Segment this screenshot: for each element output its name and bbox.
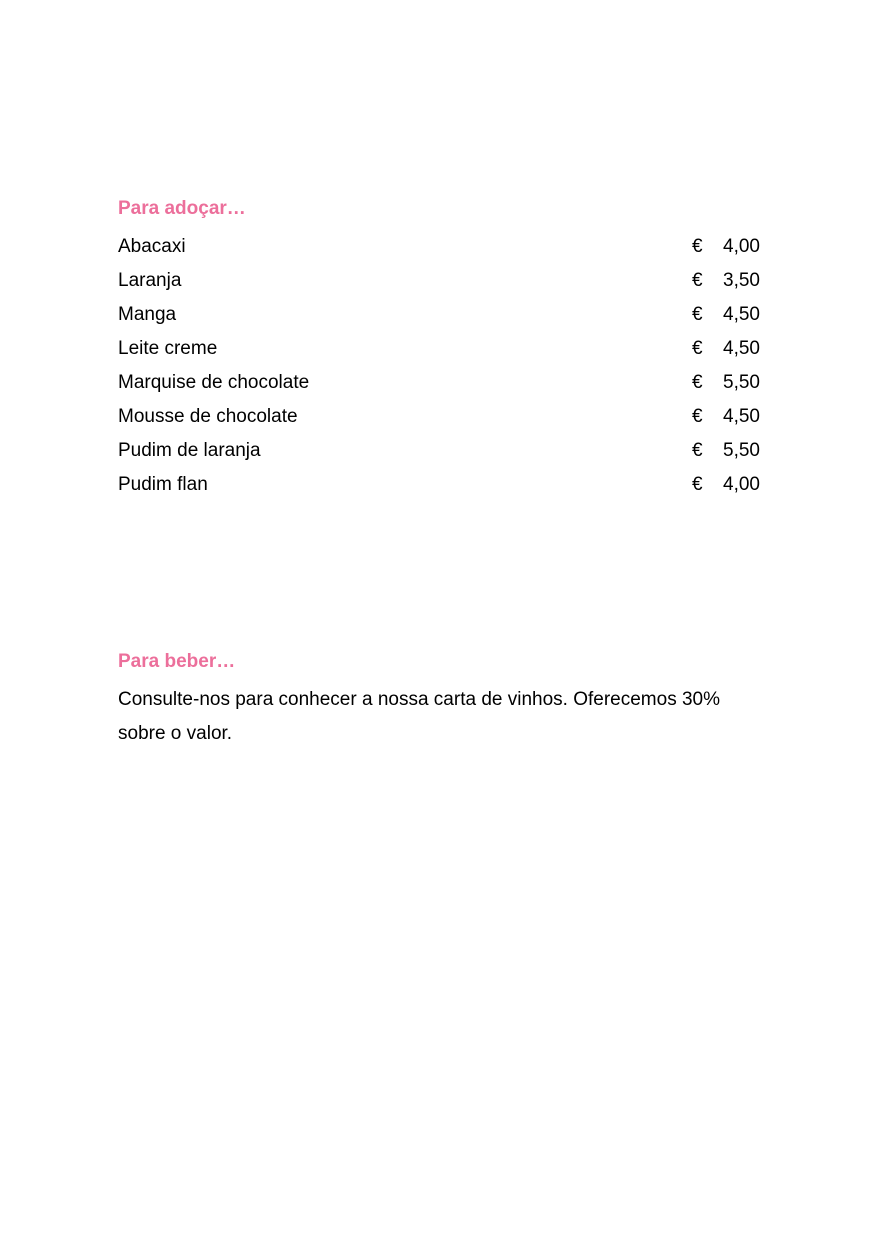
menu-item-name: Mousse de chocolate <box>118 406 298 427</box>
desserts-list <box>118 230 760 502</box>
currency-symbol: € <box>692 338 703 359</box>
menu-item-name: Laranja <box>118 270 182 291</box>
menu-item-name: Abacaxi <box>118 236 186 257</box>
drinks-section <box>118 649 760 751</box>
desserts-section <box>118 196 760 502</box>
menu-item-price <box>692 332 760 366</box>
currency-symbol: € <box>692 270 703 291</box>
menu-item-name: Leite creme <box>118 338 218 359</box>
menu-item <box>118 366 760 400</box>
menu-item-price <box>692 366 760 400</box>
menu-item-price <box>692 468 760 502</box>
menu-item-name: Pudim de laranja <box>118 440 261 461</box>
price-value: 4,50 <box>723 338 760 359</box>
desserts-heading: Para adoçar… <box>118 198 246 219</box>
currency-symbol: € <box>692 236 703 257</box>
menu-item-price <box>692 230 760 264</box>
menu-item-name: Pudim flan <box>118 474 208 495</box>
currency-symbol: € <box>692 372 703 393</box>
drinks-heading: Para beber… <box>118 651 236 672</box>
menu-item <box>118 400 760 434</box>
currency-symbol: € <box>692 474 703 495</box>
price-value: 3,50 <box>723 270 760 291</box>
price-value: 4,00 <box>723 474 760 495</box>
currency-symbol: € <box>692 304 703 325</box>
menu-item-name: Manga <box>118 304 177 325</box>
price-value: 5,50 <box>723 372 760 393</box>
menu-item-price <box>692 298 760 332</box>
price-value: 4,00 <box>723 236 760 257</box>
wine-list-note: Consulte-nos para conhecer a nossa carta de vinhos. Oferecemos 30% sobre o valor. <box>118 689 720 744</box>
price-value: 4,50 <box>723 304 760 325</box>
menu-item <box>118 332 760 366</box>
menu-item-name: Marquise de chocolate <box>118 372 310 393</box>
menu-item-price <box>692 400 760 434</box>
menu-item <box>118 468 760 502</box>
menu-item <box>118 298 760 332</box>
price-value: 5,50 <box>723 440 760 461</box>
menu-item-price <box>692 434 760 468</box>
menu-item <box>118 434 760 468</box>
menu-item-price <box>692 264 760 298</box>
menu-item <box>118 264 760 298</box>
menu-item <box>118 230 760 264</box>
currency-symbol: € <box>692 406 703 427</box>
price-value: 4,50 <box>723 406 760 427</box>
currency-symbol: € <box>692 440 703 461</box>
